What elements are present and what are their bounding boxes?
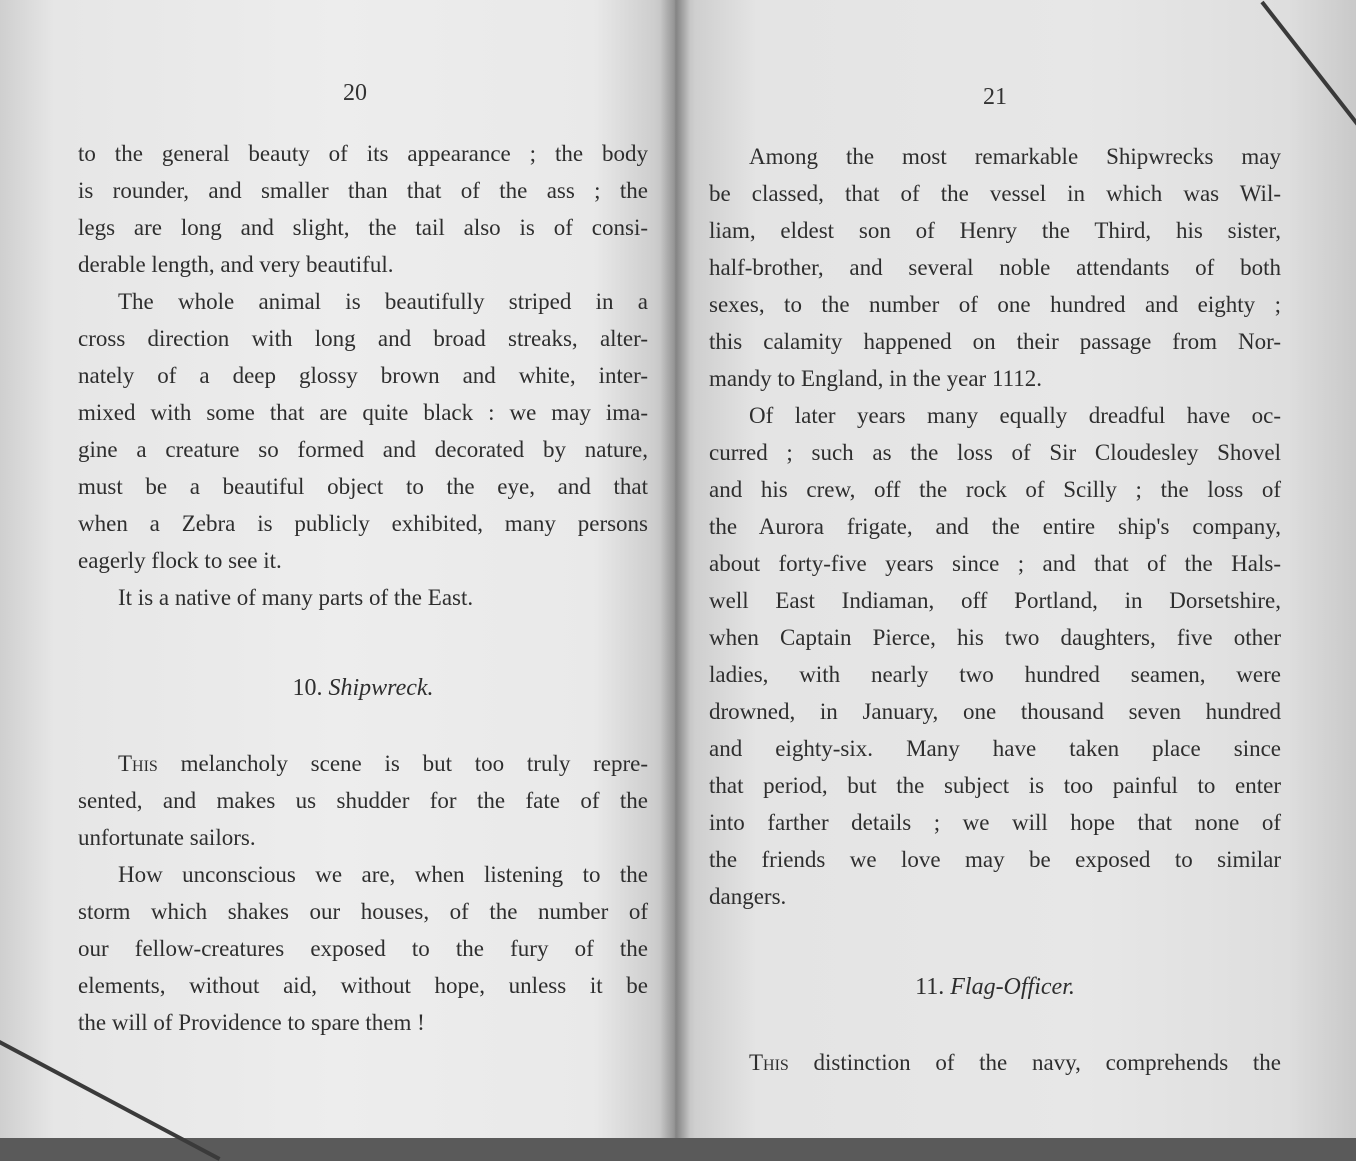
text-line: elements, without aid, without hope, unless it be xyxy=(78,973,648,998)
text-line: mandy to England, in the year 1112. xyxy=(709,366,1042,391)
text-line: that period, but the subject is too painful to enter xyxy=(709,773,1281,798)
text-line: Of later years many equally dreadful have oc- xyxy=(749,403,1281,428)
text-line: nately of a deep glossy brown and white, inter- xyxy=(78,363,648,388)
section-number: 10. xyxy=(292,675,323,701)
section-title: Flag-Officer. xyxy=(950,974,1075,1000)
text-line: into farther details ; we will hope that none of xyxy=(709,810,1281,835)
line-rest: melancholy scene is but too truly repre- xyxy=(157,751,648,776)
text-line: liam, eldest son of Henry the Third, his sister, xyxy=(709,218,1281,243)
text-line: curred ; such as the loss of Sir Cloudesley Shovel xyxy=(709,440,1281,465)
text-line: mixed with some that are quite black : we may ima- xyxy=(78,400,648,425)
text-line: be classed, that of the vessel in which was Wil- xyxy=(709,181,1281,206)
right-page xyxy=(675,0,1356,1138)
text-line: and his crew, off the rock of Scilly ; the loss of xyxy=(709,477,1281,502)
section-number: 11. xyxy=(915,974,945,1000)
section-heading xyxy=(709,969,1281,1006)
text-line: half-brother, and several noble attendants of both xyxy=(709,255,1281,280)
text-line: sexes, to the number of one hundred and eighty ; xyxy=(709,292,1281,317)
text-line: when Captain Pierce, his two daughters, five other xyxy=(709,625,1281,650)
page-number: 21 xyxy=(983,84,1007,110)
section-heading xyxy=(78,670,648,707)
text-line: It is a native of many parts of the East. xyxy=(118,585,474,610)
drop-word: This xyxy=(749,1050,789,1075)
text-line xyxy=(709,1044,1281,1081)
text-line: this calamity happened on their passage from Nor- xyxy=(709,329,1281,354)
text-line: must be a beautiful object to the eye, and that xyxy=(78,474,648,499)
text-line: drowned, in January, one thousand seven hundred xyxy=(709,699,1281,724)
page-number: 20 xyxy=(343,80,367,106)
text-line: about forty-five years since ; and that of the Hals- xyxy=(709,551,1281,576)
text-line: eagerly flock to see it. xyxy=(78,548,282,573)
text-line: Among the most remarkable Shipwrecks may xyxy=(749,144,1281,169)
text-line: our fellow-creatures exposed to the fury of the xyxy=(78,936,648,961)
section-title: Shipwreck. xyxy=(328,675,434,701)
text-line xyxy=(78,745,648,782)
text-line: and eighty-six. Many have taken place since xyxy=(709,736,1281,761)
text-line: unfortunate sailors. xyxy=(78,825,256,850)
text-line: gine a creature so formed and decorated by nature, xyxy=(78,437,648,462)
text-line: when a Zebra is publicly exhibited, many persons xyxy=(78,511,648,536)
text-line: derable length, and very beautiful. xyxy=(78,252,394,277)
left-page xyxy=(0,0,675,1138)
drop-word: This xyxy=(118,751,158,776)
text-line: the Aurora frigate, and the entire ship's company, xyxy=(709,514,1281,539)
text-line: the will of Providence to spare them ! xyxy=(78,1010,425,1035)
text-line: ladies, with nearly two hundred seamen, were xyxy=(709,662,1281,687)
text-line: cross direction with long and broad streaks, alter- xyxy=(78,326,648,351)
left-page-text xyxy=(78,135,648,1041)
text-line: The whole animal is beautifully striped in a xyxy=(118,289,648,314)
text-line: How unconscious we are, when listening to the xyxy=(118,862,648,887)
text-line: sented, and makes us shudder for the fate of the xyxy=(78,788,648,813)
text-line: legs are long and slight, the tail also is of consi- xyxy=(78,215,648,240)
text-line: the friends we love may be exposed to similar xyxy=(709,847,1281,872)
text-line: well East Indiaman, off Portland, in Dorsetshire, xyxy=(709,588,1281,613)
text-line: dangers. xyxy=(709,884,787,909)
line-rest: distinction of the navy, comprehends the xyxy=(788,1050,1281,1075)
text-line: is rounder, and smaller than that of the ass ; the xyxy=(78,178,648,203)
book-gutter-shadow xyxy=(660,0,690,1138)
text-line: storm which shakes our houses, of the number of xyxy=(78,899,648,924)
right-page-text xyxy=(709,138,1281,1081)
text-line: to the general beauty of its appearance ; the body xyxy=(78,141,648,166)
